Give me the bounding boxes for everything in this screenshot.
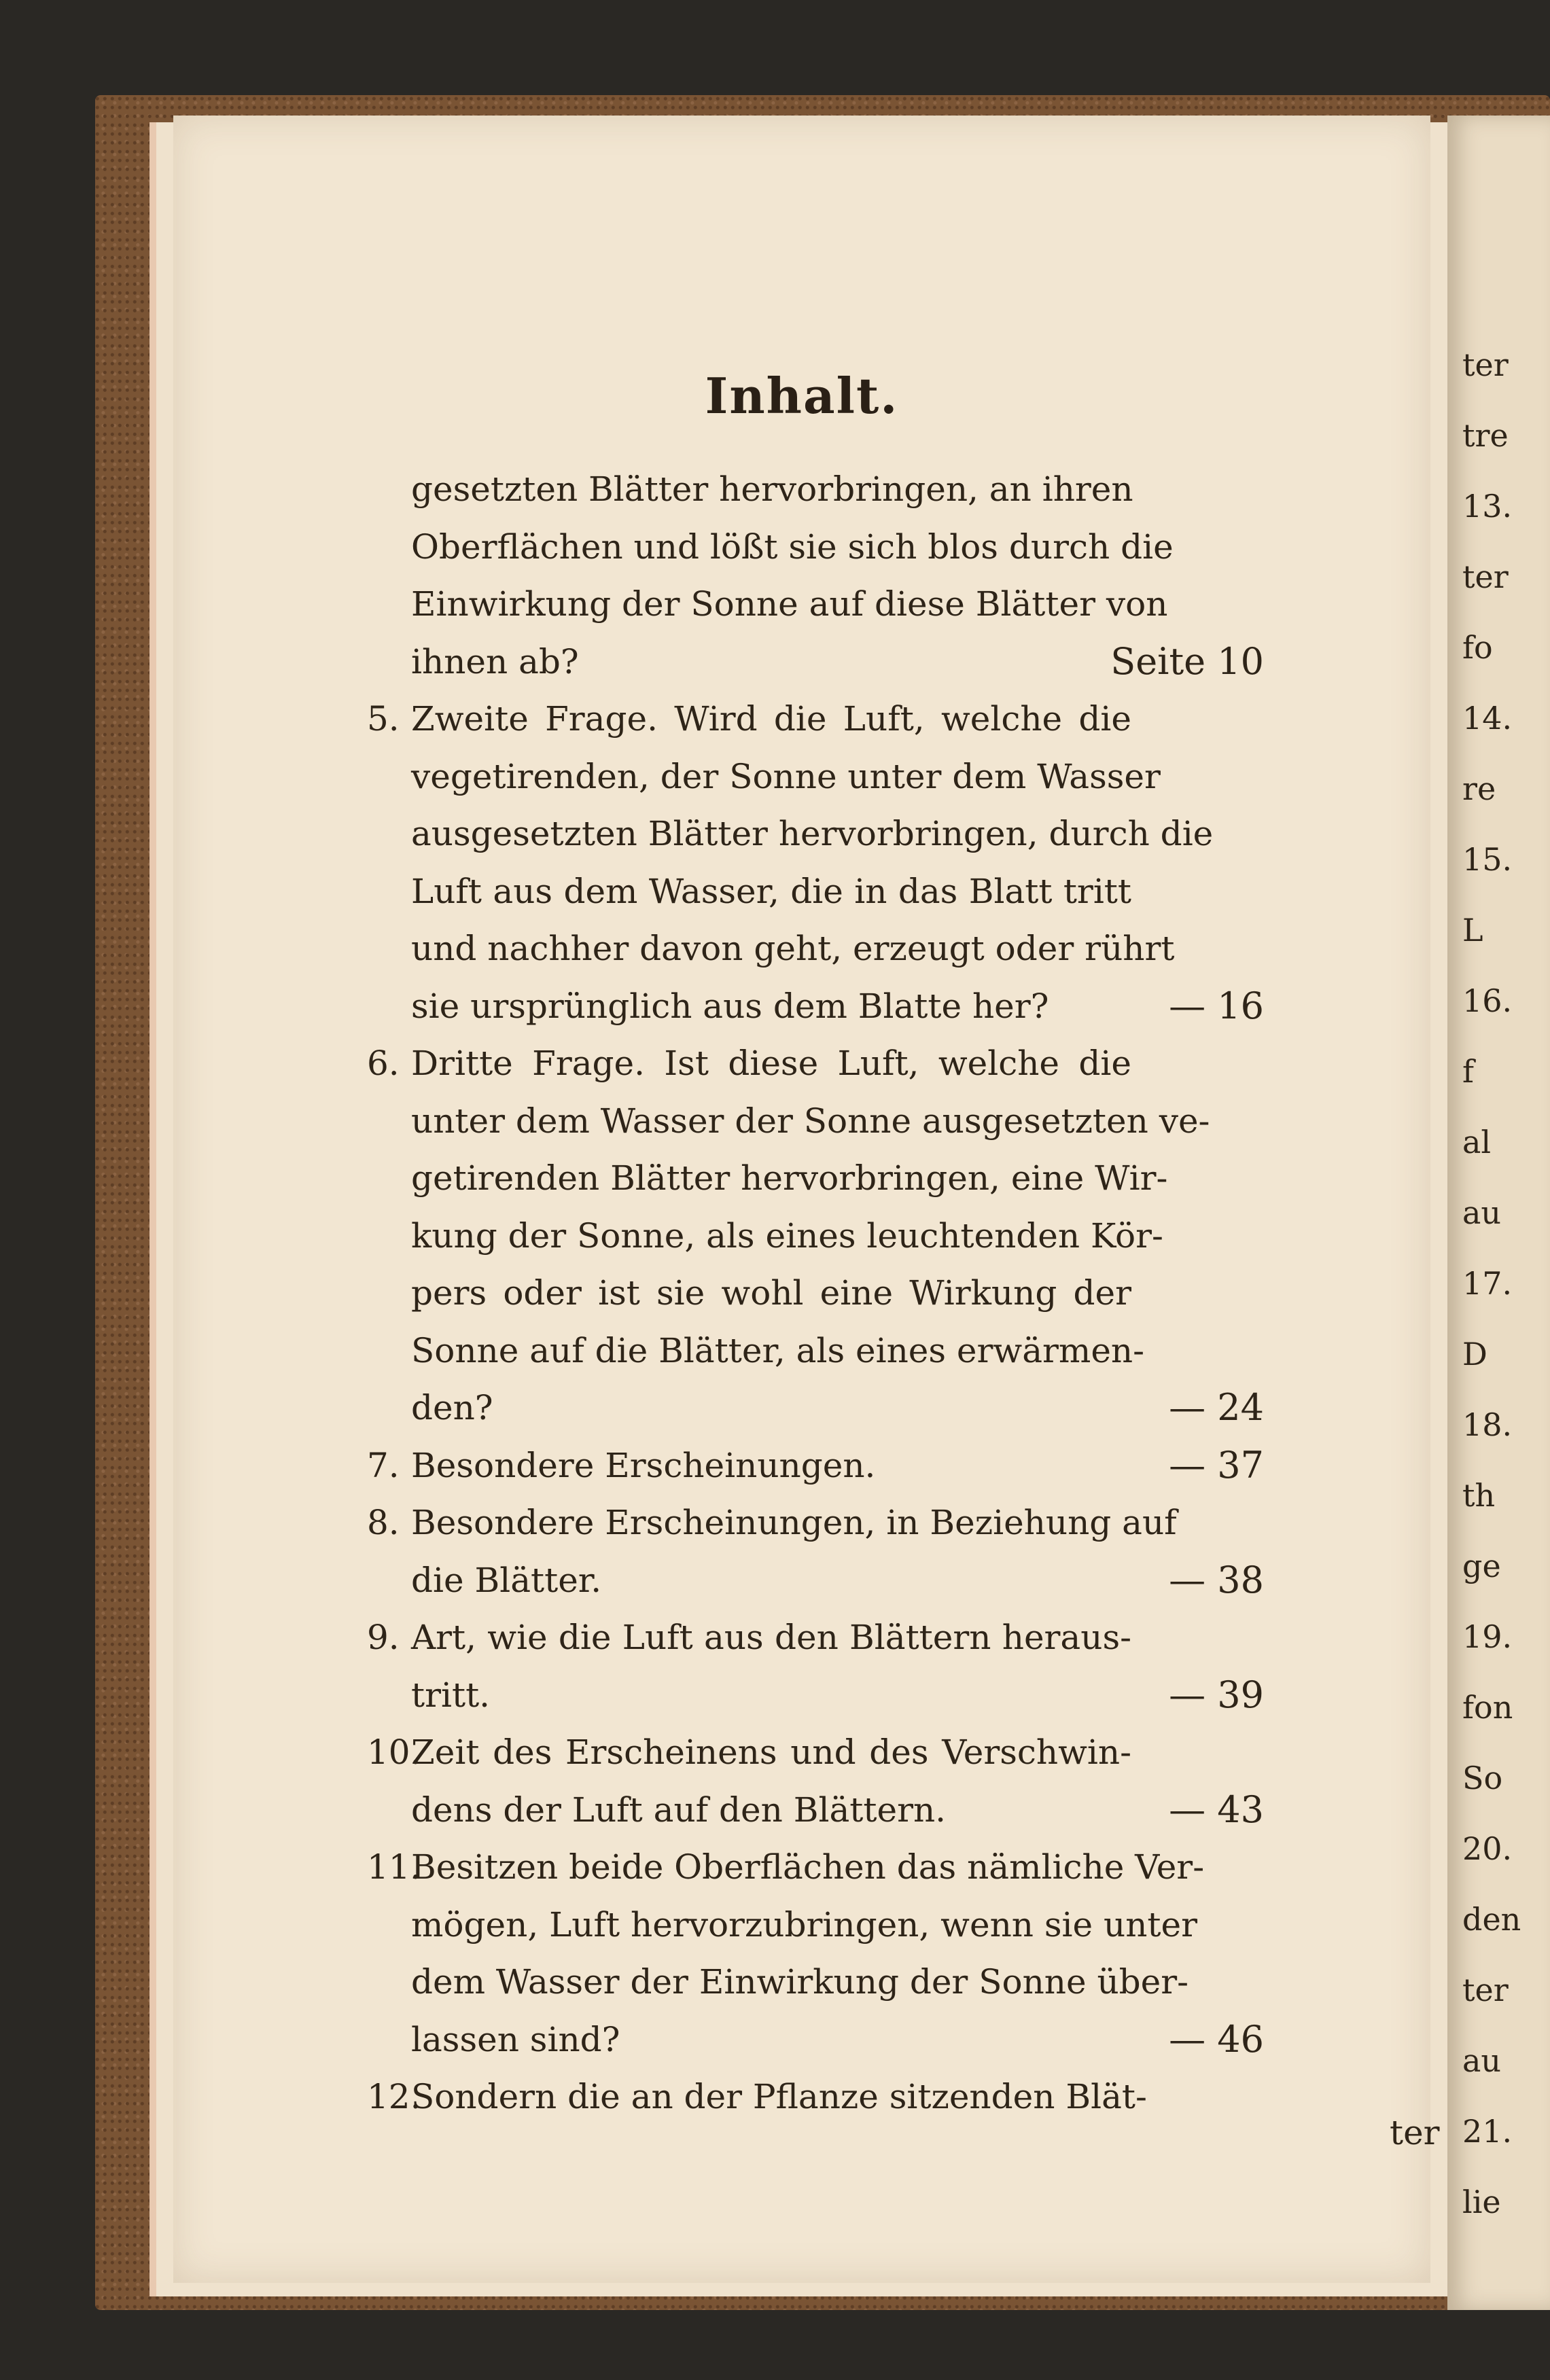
page-reference: Seite 10 [1110,639,1264,683]
entry-text: lassen sind? [411,2019,620,2059]
next-page-text-fragment: 21. [1462,2113,1513,2150]
entry-number: 11. [367,1847,421,1887]
next-page-text-fragment: D [1462,1336,1487,1372]
entry-number: 8. [367,1503,400,1542]
entry-number: 10. [367,1733,421,1772]
next-page-text-fragment: 14. [1462,700,1513,736]
entry-text: Sondern die an der Pflanze sitzenden Blät- [411,2077,1147,2116]
next-page-text-fragment: 20. [1462,1830,1513,1867]
page-reference: — 46 [1169,2017,1264,2061]
next-page-text-fragment: ter [1462,347,1509,383]
next-page-text-fragment: L [1462,912,1483,948]
next-page-text-fragment: ter [1462,558,1509,595]
entry-text: dens der Luft auf den Blättern. [411,1790,947,1830]
next-page-text-fragment: fon [1462,1689,1513,1726]
next-page-text-fragment: al [1462,1124,1492,1160]
next-page-text-fragment: th [1462,1477,1496,1514]
entry-number: 9. [367,1618,400,1657]
next-page-text-fragment: re [1462,770,1496,807]
next-page-text-fragment: f [1462,1053,1475,1090]
next-page-text-fragment: fo [1462,629,1493,666]
next-page-text-fragment: au [1462,2042,1502,2079]
entry-text: Einwirkung der Sonne auf diese Blätter von [411,584,1168,624]
entry-text: kung der Sonne, als eines leuchtenden Kör- [411,1215,1163,1256]
entry-text: Art, wie die Luft aus den Blättern heraus- [411,1618,1131,1657]
catchword: ter [1390,2113,1440,2152]
entry-text: Zeit des Erscheinens und des Verschwin- [411,1733,1131,1772]
entry-number: 12. [367,2077,421,2116]
next-page-text-fragment: 15. [1462,841,1513,878]
page-reference: — 16 [1169,984,1264,1027]
entry-text: dem Wasser der Einwirkung der Sonne über- [411,1962,1189,2002]
page-reference: — 43 [1169,1788,1264,1831]
entry-text: Dritte Frage. Ist diese Luft, welche die [411,1044,1131,1083]
next-page-text-fragment: tre [1462,417,1509,454]
entry-text: Besondere Erscheinungen, in Beziehung auf [411,1503,1177,1542]
entry-text: und nachher davon geht, erzeugt oder rührt [411,929,1175,968]
page-reference: — 38 [1169,1558,1264,1601]
entry-text: ihnen ab? [411,641,579,681]
next-page-text-fragment: lie [1462,2184,1501,2220]
page-reference: — 39 [1169,1673,1264,1716]
entry-text: mögen, Luft hervorzubringen, wenn sie unter [411,1904,1197,1944]
entry-number: 7. [367,1445,400,1485]
running-head: Inhalt. [705,367,899,425]
entry-text: getirenden Blätter hervorbringen, eine Wir- [411,1158,1168,1198]
entry-text: Besondere Erscheinungen. [411,1445,876,1485]
entry-text: sie ursprünglich aus dem Blatte her? [411,986,1049,1026]
entry-text: vegetirenden, der Sonne unter dem Wasser [411,756,1161,796]
page-reference: — 24 [1169,1386,1264,1429]
entry-text: Luft aus dem Wasser, die in das Blatt tritt [411,871,1131,911]
next-page-text-fragment: 13. [1462,488,1513,525]
entry-text: Sonne auf die Blätter, als eines erwärmen- [411,1330,1145,1370]
next-page-text-fragment: 18. [1462,1406,1513,1443]
entry-text: gesetzten Blätter hervorbringen, an ihren [411,469,1133,509]
entry-text: Oberflächen und lößt sie sich blos durch die [411,527,1174,567]
entry-text: die Blätter. [411,1560,602,1600]
entry-number: 6. [367,1044,400,1083]
next-page-text-fragment: ge [1462,1548,1501,1584]
next-page-text-fragment: 19. [1462,1618,1513,1655]
next-page-text-fragment: ter [1462,1972,1509,2008]
next-page-text-fragment: 17. [1462,1265,1513,1302]
next-page-text-fragment: den [1462,1901,1521,1938]
entry-text: den? [411,1388,493,1427]
page-reference: — 37 [1169,1443,1264,1487]
entry-text: Zweite Frage. Wird die Luft, welche die [411,699,1131,739]
next-page-text-fragment: au [1462,1194,1502,1231]
entry-text: Besitzen beide Oberflächen das nämliche Ver- [411,1847,1205,1887]
entry-text: pers oder ist sie wohl eine Wirkung der [411,1273,1131,1313]
entry-text: unter dem Wasser der Sonne ausgesetzten ve- [411,1101,1210,1141]
next-page-text-fragment: 16. [1462,982,1513,1019]
next-page-text-fragment: So [1462,1760,1503,1796]
entry-text: ausgesetzten Blätter hervorbringen, durch die [411,814,1214,853]
entry-number: 5. [367,699,400,739]
next-page-fragment [1447,116,1550,2310]
entry-text: tritt. [411,1675,491,1715]
book-page [173,116,1440,2283]
